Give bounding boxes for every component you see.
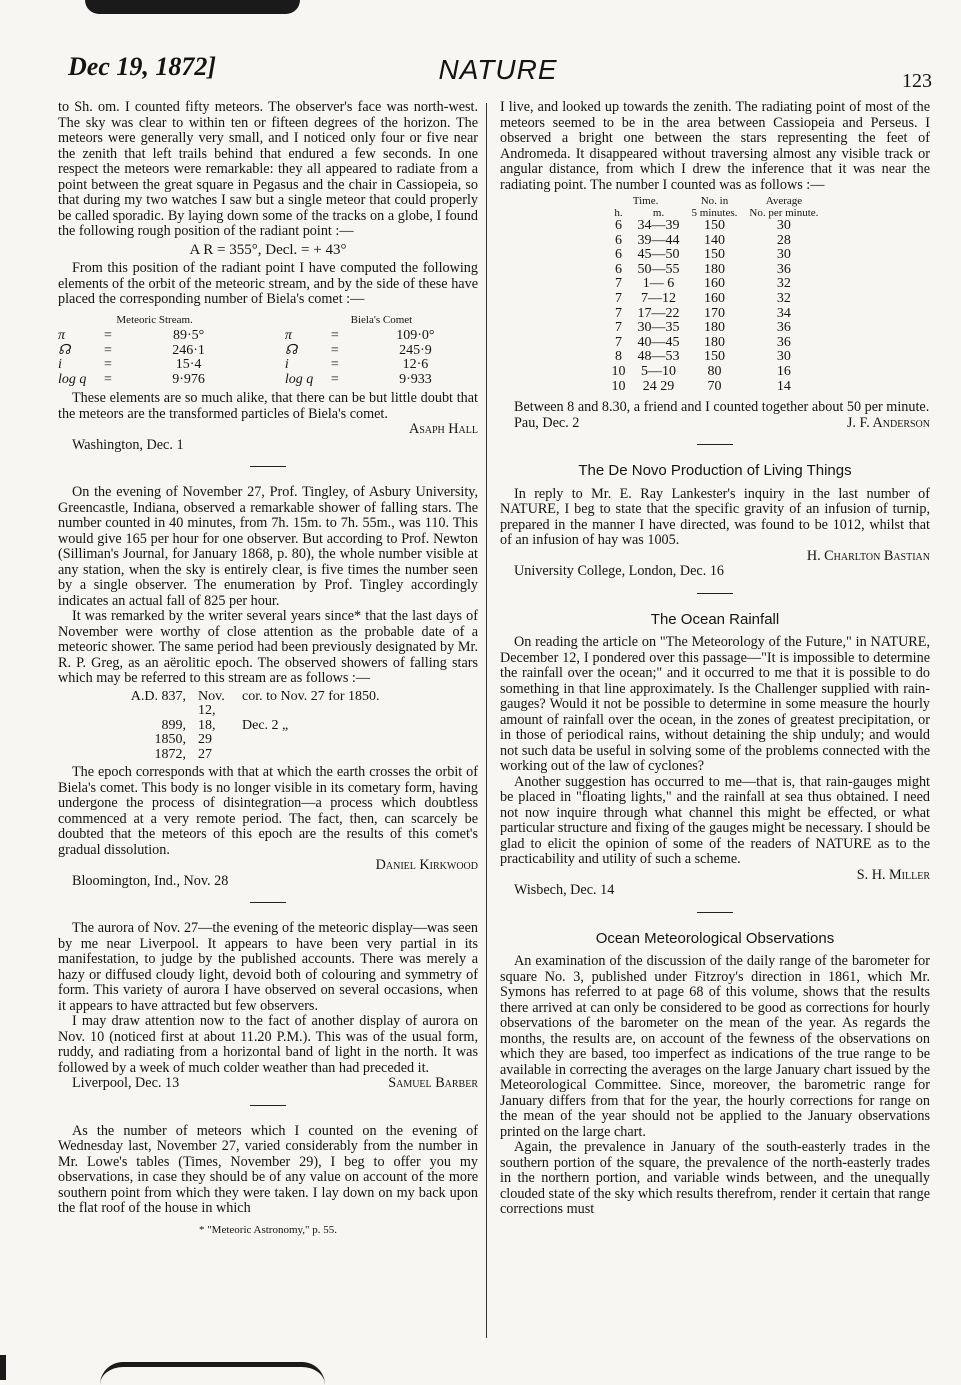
table-header-row: h. m. 5 minutes. No. per minute.: [614, 207, 819, 219]
meteor-count-table: [606, 195, 825, 394]
scan-edge-mark: [0, 1355, 6, 1380]
section-separator: [250, 902, 286, 903]
epoch-row: 1850, 29: [154, 732, 212, 747]
element-row: log q = 9·933: [284, 371, 432, 387]
paragraph: From this position of the radiant point I have computed the following elements of the orbit of the meteoric stream, and by the side of these have placed the corresponding number of Biela's comet :—: [58, 260, 478, 307]
signature-place: Pau, Dec. 2: [514, 414, 580, 431]
paragraph: In reply to Mr. E. Ray Lankester's inquiry in the last number of NATURE, I beg to state that the specific gravity of an infusion of turnip, prepared in the manner I have directed, was found to be 1012, whilst that of an infusion of hay was 1005.: [500, 485, 930, 549]
biela-comet-elements: [285, 313, 478, 388]
table-row: 6 39—44 140 28: [615, 232, 791, 248]
signature-name: Samuel Barber: [388, 1075, 478, 1091]
page-number: 123: [902, 70, 932, 92]
epoch-row: 1872, 27: [154, 746, 212, 762]
radiant-formula: A R = 355°, Decl. = + 43°: [189, 241, 347, 258]
paragraph: An examination of the discussion of the daily range of the barometer for square No. 3, published under Fitzroy's direction in 1861, which Mr. Symons has referred to at page 68 of this volume, shows that the results there arrived at can only be considered to be good as corrections for hourly observations of the barometer on the mean of the year. As regards the months, the results are, on account of the fewness of the observations on which they are based, too imperfect as indications of the true range to be available in correcting the averages on the large January chart issued by the Meteorological Committee. Since, moreover, the barometric range for January differs from that for the year, the hourly corrections for range on the mean of the year should not be applied to the January observations printed on the large chart.: [500, 953, 930, 1140]
paragraph: These elements are so much alike, that there can be but little doubt that the meteors are the transformed particles of Biela's comet.: [58, 390, 478, 422]
paragraph: As the number of meteors which I counted on the evening of Wednesday last, November 27, varied considerably from the number in Mr. Lowe's tables (Times, November 29), I beg to offer you my observations, in case they should be of any value on account of the more southern point from which they were taken. I lay down on my back upon the flat roof of the house in which: [58, 1122, 478, 1216]
paragraph: The epoch corresponds with that at which the earth crosses the orbit of Biela's comet. This body is no longer visible in its cometary form, having undergone the process of disintegration—a process which doubtless commenced at a very remote period. The fact, then, can scarcely be doubted that the meteors of this epoch are the results of this comet's gradual dissolution.: [58, 764, 478, 858]
element-row: ☊ = 246·1: [58, 342, 205, 358]
signature-line: [500, 416, 930, 432]
scan-shadow-top: [85, 0, 300, 14]
paragraph: I may draw attention now to the fact of another display of aurora on Nov. 10 (noticed first at about 11.20 P.M.). This was of the usual form, ruddy, and radiating from a horizontal band of light in the north. It was followed by a week of much colder weather than had preceded it.: [58, 1013, 478, 1076]
left-column: [58, 100, 478, 1238]
element-row: log q = 9·976: [58, 371, 205, 387]
table-row: 6 50—55 180 36: [615, 261, 791, 277]
signature-place: Liverpool, Dec. 13: [72, 1075, 180, 1091]
signature-line: [58, 1076, 478, 1092]
column-rule: [486, 103, 487, 1338]
signature-name: Daniel Kirkwood: [375, 857, 478, 873]
orbit-elements: [58, 313, 478, 388]
epoch-row: A.D. 837, Nov. 12, cor. to Nov. 27 for 1850.: [130, 688, 380, 718]
scan-shadow-bottom: [100, 1362, 325, 1385]
element-row: ☊ = 245·9: [284, 342, 432, 358]
paragraph: Again, the prevalence in January of the south-easterly trades in the southern portion of the square, the prevalence of the north-easterly trades in the northern portion, and variable winds between, and the unequally clouded state of the sky which results therefrom, render it certain that range corrections must: [500, 1139, 930, 1218]
table-row: 7 17—22 170 34: [615, 305, 791, 321]
paragraph: Another suggestion has occurred to me—that is, that rain-gauges might be placed in "floating lights," and the rainfall at sea thus obtained. I need not now inquire through what channel this might be effected, or what particular structure and fixing of the gauges might be necessary. I should be glad to elicit the opinion of some of the readers of NATURE as to the practicability and utility of such a scheme.: [500, 773, 930, 868]
page-header: [58, 48, 938, 94]
element-row: π = 89·5°: [58, 328, 205, 343]
paragraph: The aurora of Nov. 27—the evening of the meteoric display—was seen by me near Liverpool. It appears to have been very partial in its manifestation, to judge by the published accounts. There was merely a hazy or diffused cloudy light, devoid both of colouring and symmetry of form. This variety of aurora I have observed on several occasions, when it appears to have attracted but few observers.: [58, 920, 478, 1014]
right-column: [500, 100, 930, 1218]
table-row: 7 40—45 180 36: [615, 334, 791, 350]
table-row: 7 1— 6 160 32: [615, 276, 791, 292]
table-row: 6 45—50 150 30: [615, 247, 791, 263]
paragraph: I live, and looked up towards the zenith. The radiating point of most of the meteors seemed to be in the area between Cassiopeia and Perseus. I observed a bright one between the stars representing the feet of Andromeda. It disappeared without traversing almost any visible track or angular distance, from which I drew the inference that it was near the radiating point. The number I counted was as follows :—: [500, 99, 930, 193]
table-row: 7 7—12 160 32: [615, 290, 791, 306]
table-row: 6 34—39 150 30: [615, 218, 791, 233]
section-title: The De Novo Production of Living Things: [578, 462, 852, 480]
section-separator: [250, 1105, 286, 1106]
section-separator: [697, 593, 733, 594]
paragraph: to Sh. om. I counted fifty meteors. The observer's face was north-west. The sky was clear to within ten or fifteen degrees of the horizon. The meteors were generally very small, and I noticed only four or five near the zenith that left trails behind that endured a few seconds. In one respect the meteors were remarkable: they all appeared to radiate from a point between the great square in Pegasus and the chair in Cassiopeia, so that during my two watches I saw but a single meteor that could properly be called sporadic. By laying down some of the tracks on a globe, I found the following rough position of the radiant point :—: [58, 99, 478, 239]
elements-heading: Biela's Comet: [350, 313, 413, 326]
signature-place: Washington, Dec. 1: [72, 436, 184, 453]
paragraph: Between 8 and 8.30, a friend and I counted together about 50 per minute.: [514, 399, 930, 416]
signature-place: Bloomington, Ind., Nov. 28: [72, 872, 229, 889]
signature-place: Wisbech, Dec. 14: [514, 882, 615, 899]
signature-place: University College, London, Dec. 16: [514, 563, 725, 580]
table-row: 7 30—35 180 36: [615, 320, 791, 336]
paragraph: It was remarked by the writer several years since* that the last days of November were worthy of close attention as the probable date of a meteoric shower. The same period had been previously designated by Mr. R. P. Greg, as an aërolitic epoch. The observed showers of falling stars which may be referred to this stream are as follows :—: [58, 608, 478, 686]
paragraph: On reading the article on "The Meteorology of the Future," in NATURE, December 12, I pondered over this passage—"It is impossible to determine the rainfall over the ocean;" and it occurred to me that it is possible to do something in that line approximately. Is the Challenger supplied with rain-gauges? Would it not be possible to determine in some measure the hourly amount of rainfall over the ocean, in the zones of greatest precipitation, or in those of periodical rains, without detaining the ship unduly; and would not such data be useful in solving some of the problems connected with the working out of the law of cyclones?: [500, 634, 930, 775]
signature-name: H. Charlton Bastian: [806, 547, 930, 564]
header-date: Dec 19, 1872]: [68, 52, 217, 81]
paragraph: On the evening of November 27, Prof. Tingley, of Asbury University, Greencastle, Indiana, observed a remarkable shower of falling stars. The number counted in 40 minutes, from 7h. 15m. to 7h. 55m., was 110. This would give 165 per hour for one observer. But according to Prof. Newton (Silliman's Journal, for January 1868, p. 80), the whole number visible at any station, when the sky is entirely clear, is five times the number seen by a single observer. The enumeration by Prof. Tingley accordingly indicates an actual fall of 825 per hour.: [58, 484, 478, 609]
table-row: 8 48—53 150 30: [615, 349, 791, 365]
section-title: Ocean Meteorological Observations: [595, 929, 835, 947]
section-separator: [697, 444, 733, 445]
journal-title: NATURE: [438, 54, 558, 85]
signature-name: Asaph Hall: [408, 421, 478, 437]
signature-name: S. H. Miller: [856, 866, 930, 883]
table-header-row: Time. No. in Average: [632, 195, 803, 207]
signature-name: J. F. Anderson: [846, 414, 930, 431]
table-row: 10 5—10 80 16: [611, 363, 791, 379]
section-title: The Ocean Rainfall: [650, 610, 780, 628]
element-row: i = 12·6: [284, 357, 429, 372]
epoch-list: [118, 690, 478, 763]
section-separator: [250, 466, 286, 467]
elements-heading: Meteoric Stream.: [116, 313, 193, 326]
table-row: 10 24 29 70 14: [611, 378, 791, 394]
element-row: π = 109·0°: [284, 328, 435, 343]
epoch-row: 899, 18, Dec. 2 „: [161, 717, 289, 733]
section-separator: [697, 912, 733, 913]
element-row: i = 15·4: [58, 357, 202, 372]
footnote: * "Meteoric Astronomy," p. 55.: [198, 1223, 338, 1236]
meteoric-stream-elements: [58, 313, 251, 388]
